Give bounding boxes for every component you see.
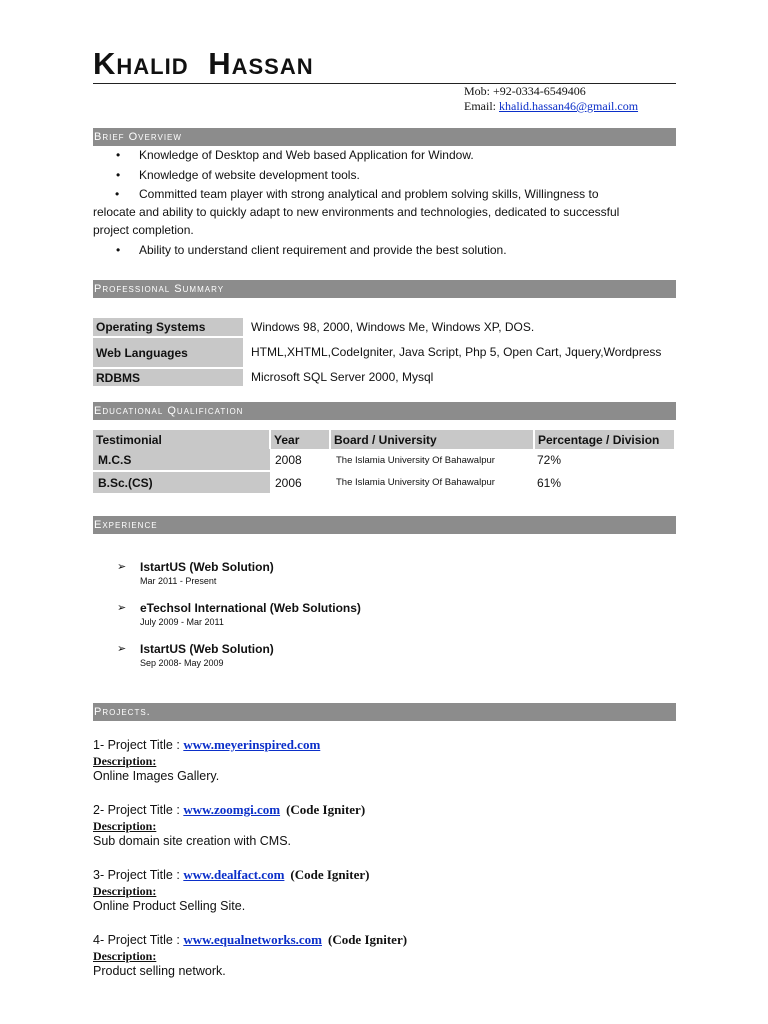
description-label: Description: [93,754,157,768]
table-header-row [93,430,675,449]
overview-list [93,146,638,259]
column-header: Percentage / Division [534,430,675,449]
project-title: 2- Project Title : [93,803,184,817]
company-name: IstartUS (Web Solution) [140,560,274,574]
summary-label: Operating Systems [93,318,243,337]
list-item [93,801,676,849]
list-item [117,642,361,669]
table-row [93,318,676,337]
project-link[interactable]: www.equalnetworks.com [183,932,322,947]
column-header: Board / University [330,430,534,449]
summary-label: Web Languages [93,337,243,368]
arrow-bullet-icon: ➢ [117,643,127,655]
email-label: Email: [464,99,499,113]
project-description: Online Product Selling Site. [93,899,246,913]
table-row [93,368,676,387]
section-header-overview: Brief Overview [93,128,676,146]
description-label: Description: [93,949,157,963]
list-item [117,601,361,628]
table-row [93,471,675,494]
column-header: Year [270,430,330,449]
description-label: Description: [93,819,157,833]
list-item [93,166,638,184]
overview-text: Knowledge of Desktop and Web based Application for Window. [139,148,474,162]
list-item [93,185,638,239]
experience-list [117,560,361,683]
bullet-icon: • [116,168,121,182]
percentage-cell: 72% [537,453,562,467]
list-item [93,931,676,979]
arrow-bullet-icon: ➢ [117,561,127,573]
list-item [117,560,361,587]
bullet-icon: • [116,148,121,162]
degree-cell: M.C.S [93,449,270,471]
job-dates: Mar 2011 - Present [140,576,217,586]
arrow-bullet-icon: ➢ [117,602,127,614]
project-tech: (Code Igniter) [327,932,408,947]
company-name: eTechsol International (Web Solutions) [140,601,361,615]
summary-table [93,318,676,388]
university-cell: The Islamia University Of Bahawalpur [336,477,495,488]
list-item [93,146,638,164]
company-name: IstartUS (Web Solution) [140,642,274,656]
candidate-name: Khalid Hassan [93,46,314,81]
section-header-experience: Experience [93,516,676,534]
project-tech: (Code Igniter) [290,867,370,882]
overview-text: Ability to understand client requirement and provide the best solution. [139,243,507,257]
project-link[interactable]: www.dealfact.com [183,867,285,882]
mobile-number: Mob: +92-0334-6549406 [464,84,586,98]
overview-text: Committed team player with strong analytical and problem solving skills, Willingness to relocate and ability to quickly adapt to new environments and technologies, dedicated to successful project completion. [93,187,620,237]
column-header: Testimonial [93,430,270,449]
list-item [93,241,638,259]
section-header-education: Educational Qualification [93,402,676,420]
percentage-cell: 61% [537,475,562,490]
project-title: 3- Project Title : [93,868,184,882]
year-cell: 2006 [275,475,302,490]
section-header-summary: Professional Summary [93,280,676,298]
project-description: Product selling network. [93,964,226,978]
projects-list [93,736,676,996]
bullet-icon: • [115,187,120,201]
list-item [93,736,676,784]
list-item [93,866,676,914]
table-row [93,337,676,368]
project-description: Sub domain site creation with CMS. [93,834,292,848]
summary-value: HTML,XHTML,CodeIgniter, Java Script, Php 5, Open Cart, Jquery,Wordpress [251,345,662,359]
section-header-projects: Projects. [93,703,676,721]
email-link[interactable]: khalid.hassan46@gmail.com [499,99,639,113]
education-table [93,430,676,495]
year-cell: 2008 [275,453,302,467]
overview-text: Knowledge of website development tools. [139,168,360,182]
contact-block [464,84,638,114]
summary-value: Microsoft SQL Server 2000, Mysql [251,370,434,384]
project-description: Online Images Gallery. [93,769,220,783]
table-row [93,449,675,471]
project-tech: (Code Igniter) [286,802,366,817]
summary-value: Windows 98, 2000, Windows Me, Windows XP, DOS. [251,320,535,334]
university-cell: The Islamia University Of Bahawalpur [336,454,495,466]
project-link[interactable]: www.zoomgi.com [183,802,281,817]
description-label: Description: [93,884,157,898]
project-title: 1- Project Title : [93,738,184,752]
job-dates: July 2009 - Mar 2011 [140,617,224,627]
project-link[interactable]: www.meyerinspired.com [183,737,321,752]
degree-cell: B.Sc.(CS) [93,471,270,494]
bullet-icon: • [116,243,121,257]
job-dates: Sep 2008- May 2009 [140,658,224,668]
email-line [464,99,638,114]
project-title: 4- Project Title : [93,933,184,947]
summary-label: RDBMS [93,368,243,387]
